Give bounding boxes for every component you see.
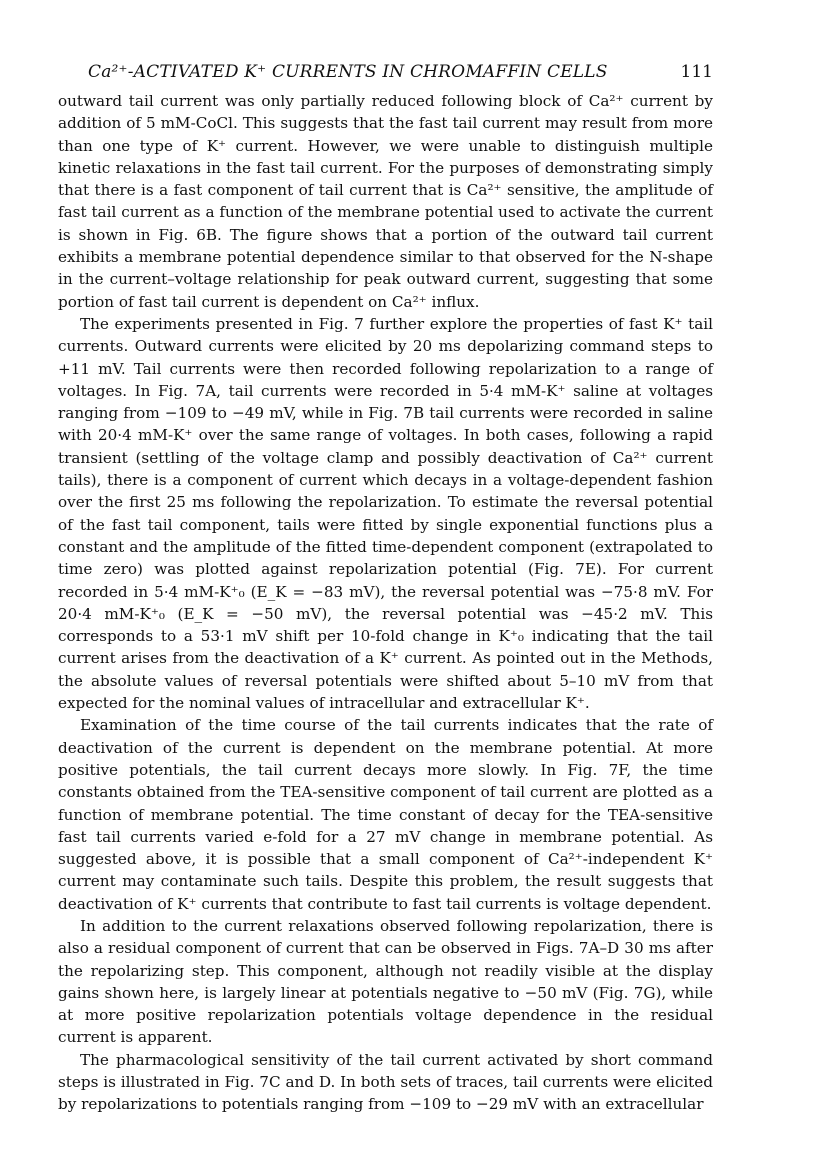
page-number: 111 xyxy=(680,62,713,82)
running-head xyxy=(58,62,713,90)
paragraph: In addition to the current relaxations observed following repolarization, there is also a residual component of current that can be observed in Figs. 7A–D 30 ms after the repolarizing step. This component, although not readily visible at the display gains shown here, is largely linear at potentials negative to −50 mV (Fig. 7G), while at more positive repolarization potentials voltage dependence in the residual current is apparent. xyxy=(58,916,713,1047)
journal-page xyxy=(58,62,713,1116)
paragraph: Examination of the time course of the tail currents indicates that the rate of deactivation of the current is dependent on the membrane potential. At more positive potentials, the tail current decays more slowly. In Fig. 7F, the time constants obtained from the TEA-sensitive component of tail current are plotted as a function of membrane potential. The time constant of decay for the TEA-sensitive fast tail currents varied e-fold for a 27 mV change in membrane potential. As suggested above, it is possible that a small component of Ca²⁺-independent K⁺ current may contaminate such tails. Despite this problem, the result suggests that deactivation of K⁺ currents that contribute to fast tail currents is voltage dependent. xyxy=(58,716,713,913)
running-title: Ca²⁺-ACTIVATED K⁺ CURRENTS IN CHROMAFFIN CELLS xyxy=(88,62,608,82)
paragraph: The experiments presented in Fig. 7 further explore the properties of fast K⁺ tail currents. Outward currents were elicited by 20 ms depolarizing command steps to +11 mV. Tail currents were then recorded following repolarization to a range of voltages. In Fig. 7A, tail currents were recorded in 5·4 mM-K⁺ saline at voltages ranging from −109 to −49 mV, while in Fig. 7B tail currents were recorded in saline with 20·4 mM-K⁺ over the same range of voltages. In both cases, following a rapid transient (settling of the voltage clamp and possibly deactivation of Ca²⁺ current tails), there is a component of current which decays in a voltage-dependent fashion over the first 25 ms following the repolarization. To estimate the reversal potential of the fast tail component, tails were fitted by single exponential functions plus a constant and the amplitude of the fitted time-dependent component (extrapolated to time zero) was plotted against repolarization potential (Fig. 7E). For current recorded in 5·4 mM-K⁺₀ (E_K = −83 mV), the reversal potential was −75·8 mV. For 20·4 mM-K⁺₀ (E_K = −50 mV), the reversal potential was −45·2 mV. This corresponds to a 53·1 mV shift per 10-fold change in K⁺₀ indicating that the tail current arises from the deactivation of a K⁺ current. As pointed out in the Methods, the absolute values of reversal potentials were shifted about 5–10 mV from that expected for the nominal values of intracellular and extracellular K⁺. xyxy=(58,314,713,713)
body-text xyxy=(58,90,713,1116)
paragraph: The pharmacological sensitivity of the tail current activated by short command steps is illustrated in Fig. 7C and D. In both sets of traces, tail currents were elicited by repolarizations to potentials ranging from −109 to −29 mV with an extracellular xyxy=(58,1050,713,1114)
paragraph: outward tail current was only partially reduced following block of Ca²⁺ current by addition of 5 mM-CoCl. This suggests that the fast tail current may result from more than one type of K⁺ current. However, we were unable to distinguish multiple kinetic relaxations in the fast tail current. For the purposes of demonstrating simply that there is a fast component of tail current that is Ca²⁺ sensitive, the amplitude of fast tail current as a function of the membrane potential used to activate the current is shown in Fig. 6B. The figure shows that a portion of the outward tail current exhibits a membrane potential dependence similar to that observed for the N-shape in the current–voltage relationship for peak outward current, suggesting that some portion of fast tail current is dependent on Ca²⁺ influx. xyxy=(58,92,713,311)
